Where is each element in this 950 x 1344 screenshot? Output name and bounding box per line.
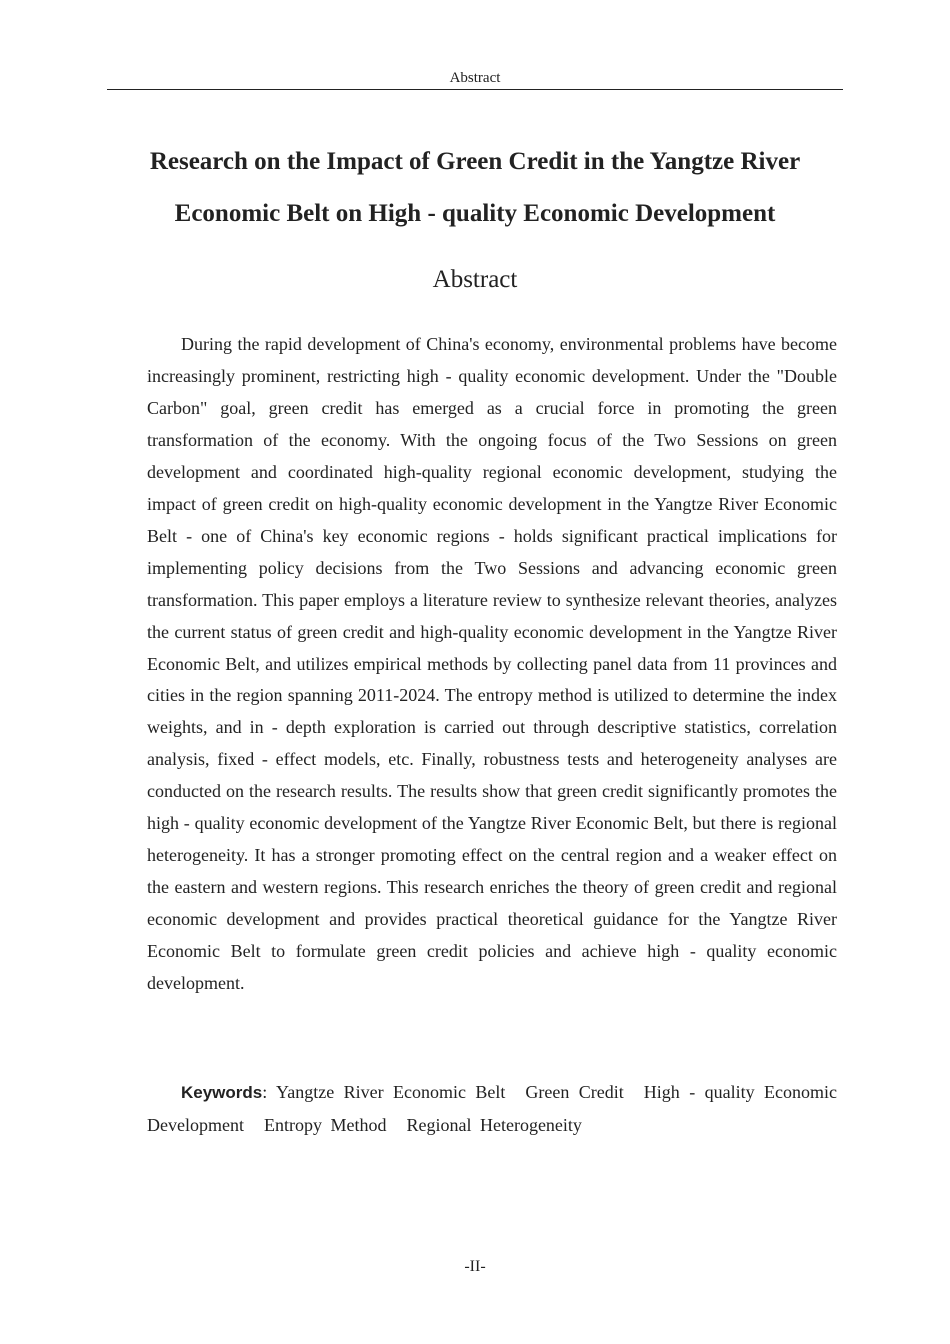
paper-title xyxy=(120,136,830,240)
running-header: Abstract xyxy=(449,70,501,86)
page-number: -II- xyxy=(464,1258,486,1275)
paper-title-line-2: Economic Belt on High - quality Economic Development xyxy=(174,200,776,227)
keyword-item: Green Credit xyxy=(525,1082,624,1102)
keyword-item: High - quality Economic Development xyxy=(147,1082,837,1135)
keyword-item: Yangtze River Economic Belt xyxy=(276,1082,506,1102)
abstract-heading: Abstract xyxy=(432,266,518,293)
keywords-label: Keywords xyxy=(181,1083,263,1102)
keywords-line xyxy=(147,1076,837,1141)
keyword-item: Entropy Method xyxy=(263,1115,387,1135)
keywords-separator: : xyxy=(262,1082,268,1102)
header-rule xyxy=(107,89,843,90)
abstract-body: During the rapid development of China's economy, environmental problems have become increasingly prominent, restricting high - quality economic development. Under the "Double Carbon" goal, green credit has emerged as a crucial force in promoting the green transformation of the economy. With the ongoing focus of the Two Sessions on green development and coordinated high-quality regional economic development, studying the impact of green credit on high-quality economic development in the Yangtze River Economic Belt - one of China's key economic regions - holds significant practical implications for implementing policy decisions from the Two Sessions and advancing economic green transformation. This paper employs a literature review to synthesize relevant theories, analyzes the current status of green credit and high-quality economic development in the Yangtze River Economic Belt, and utilizes empirical methods by collecting panel data from 11 provinces and cities in the region spanning 2011-2024. The entropy method is utilized to determine the index weights, and in - depth exploration is carried out through descriptive statistics, correlation analysis, fixed - effect models, etc. Finally, robustness tests and heterogeneity analyses are conducted on the research results. The results show that green credit significantly promotes the high - quality economic development of the Yangtze River Economic Belt, but there is regional heterogeneity. It has a stronger promoting effect on the central region and a weaker effect on the eastern and western regions. This research enriches the theory of green credit and regional economic development and provides practical theoretical guidance for the Yangtze River Economic Belt to formulate green credit policies and achieve high - quality economic development. xyxy=(147,334,837,994)
paper-title-line-1: Research on the Impact of Green Credit in the Yangtze River xyxy=(149,148,801,175)
keyword-item: Regional Heterogeneity xyxy=(406,1115,582,1135)
